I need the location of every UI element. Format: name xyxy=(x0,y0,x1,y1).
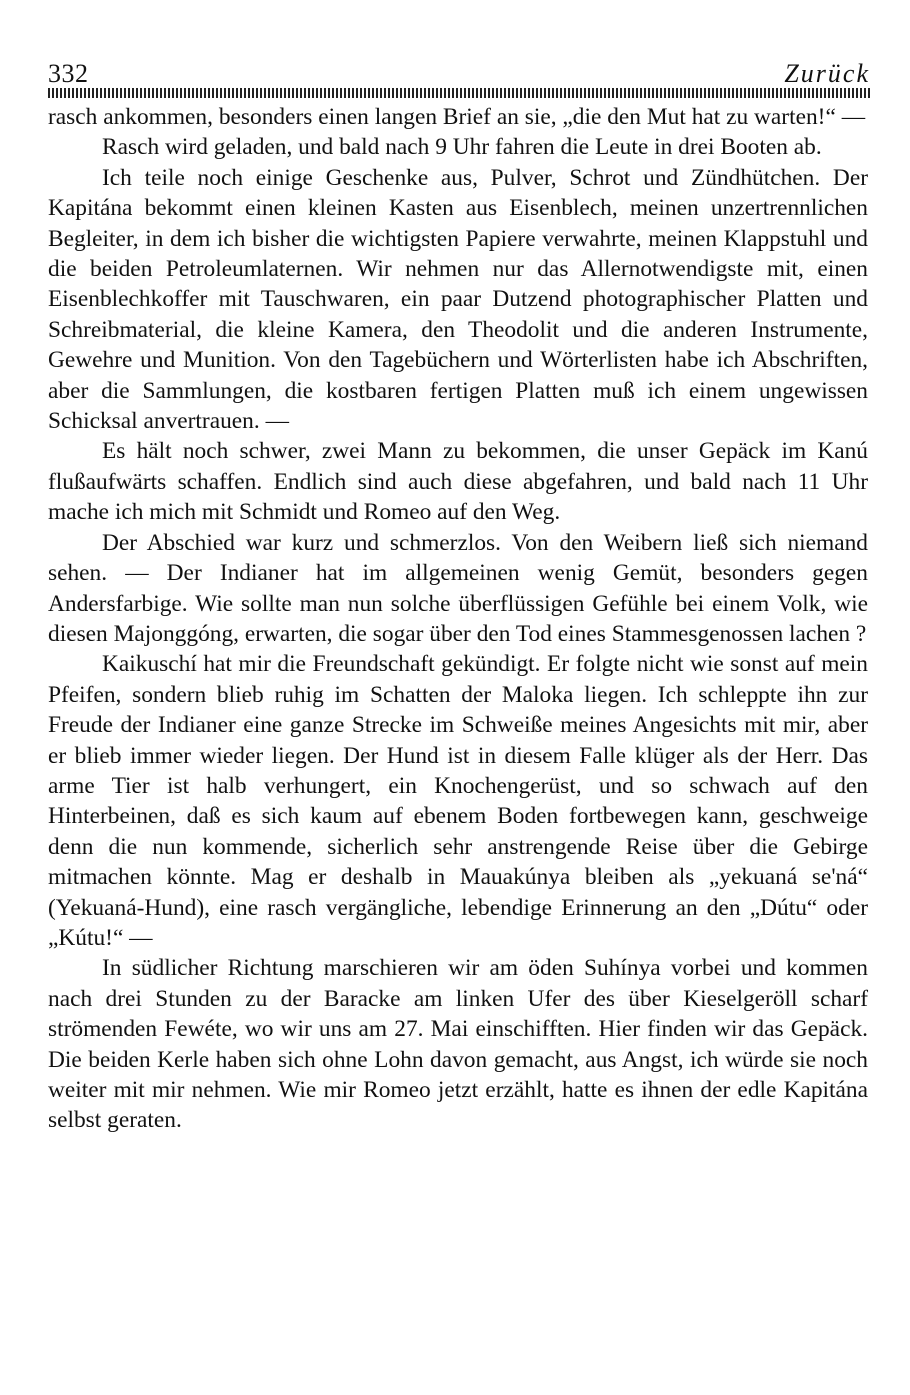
running-head xyxy=(48,60,870,90)
paragraph: Kaikuschí hat mir die Freundschaft gekündigt. Er folgte nicht wie sonst auf mein Pfeifen, sondern blieb ruhig im Schatten der Maloka liegen. Ich schleppte ihn zur Freude der Indianer eine ganze Strecke im Schweiße meines Angesichts mit mir, aber er blieb immer wieder liegen. Der Hund ist in diesem Falle klüger als der Herr. Das arme Tier ist halb verhungert, ein Knochengerüst, und so schwach auf den Hinterbeinen, daß es sich kaum auf ebenem Boden fortbewegen kann, geschweige denn die nun kommende, sicherlich sehr anstrengende Reise über die Gebirge mitmachen könnte. Mag er deshalb in Mauakúnya bleiben als „yekuaná se'ná“ (Yekuaná-Hund), eine rasch vergängliche, lebendige Erinnerung an den „Dútu“ oder „Kútu!“ — xyxy=(48,651,868,951)
paragraph: Es hält noch schwer, zwei Mann zu bekommen, die unser Gepäck im Kanú flußaufwärts schaffen. Endlich sind auch diese abgefahren, und bald nach 11 Uhr mache ich mich mit Schmidt und Romeo auf den Weg. xyxy=(48,438,868,526)
running-title: Zurück xyxy=(784,59,870,88)
paragraph: Rasch wird geladen, und bald nach 9 Uhr fahren die Leute in drei Booten ab. xyxy=(102,134,822,161)
paragraph: rasch ankommen, besonders einen langen Brief an sie, „die den Mut hat zu warten!“ — xyxy=(48,104,866,130)
header-rule-divider xyxy=(48,88,870,98)
page-number: 332 xyxy=(48,59,89,88)
paragraph: Ich teile noch einige Geschenke aus, Pulver, Schrot und Zündhütchen. Der Kapitána bekommt einen kleinen Kasten aus Eisenblech, meinen unzertrennlichen Begleiter, in dem ich bisher die wichtigsten Papiere verwahrte, meinen Klappstuhl und die beiden Petroleumlaternen. Wir nehmen nur das Allernotwendigste mit, einen Eisenblechkoffer mit Tauschwaren, ein paar Dutzend photographischer Platten und Schreibmaterial, die kleine Kamera, den Theodolit und die anderen Instrumente, Gewehre und Munition. Von den Tagebüchern und Wörterlisten habe ich Abschriften, aber die Sammlungen, die kostbaren fertigen Platten muß ich einem ungewissen Schicksal anvertrauen. — xyxy=(48,164,868,435)
paragraph: In südlicher Richtung marschieren wir am öden Suhínya vorbei und kommen nach drei Stunden zu der Baracke am linken Ufer des über Kieselgeröll scharf strömenden Fewéte, wo wir uns am 27. Mai einschifften. Hier finden wir das Gepäck. Die beiden Kerle haben sich ohne Lohn davon gemacht, aus Angst, ich würde sie noch weiter mit mir nehmen. Wie mir Romeo jetzt erzählt, hatte es ihnen der edle Kapitána selbst geraten. xyxy=(48,955,868,1134)
paragraph: Der Abschied war kurz und schmerzlos. Von den Weibern ließ sich niemand sehen. — Der Indianer hat im allgemeinen wenig Gemüt, besonders gegen Andersfarbige. Wie sollte man nun solche überflüssigen Gefühle bei einem Volk, wie diesen Majonggóng, erwarten, die sogar über den Tod eines Stammesgenossen lachen ? xyxy=(48,529,868,647)
body-text xyxy=(48,102,868,1136)
